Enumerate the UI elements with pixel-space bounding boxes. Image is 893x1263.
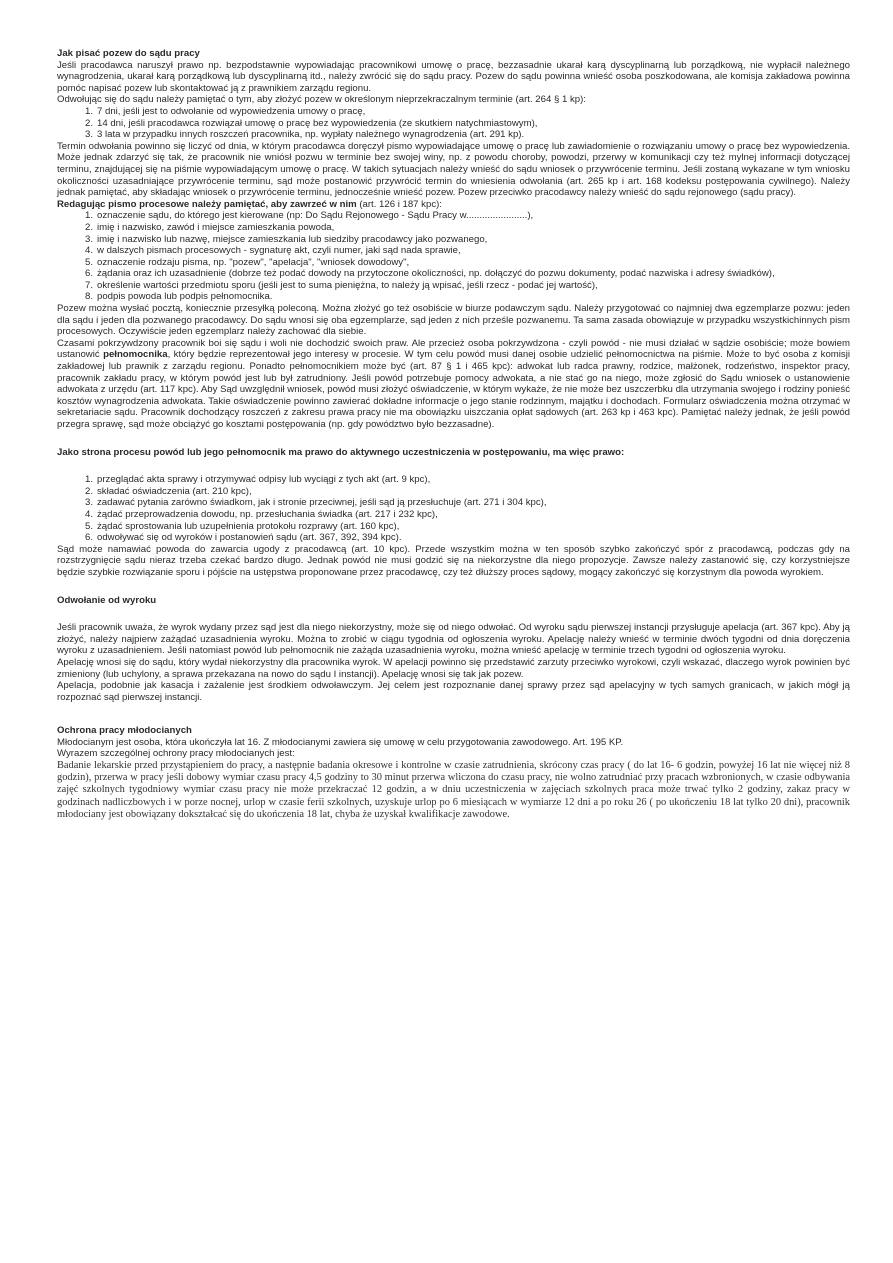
list-number: 4.: [85, 245, 94, 257]
paragraph: [57, 338, 850, 431]
list-text: w dalszych pismach procesowych - sygnaturę akt, czyli numer, jaki sąd nada sprawie,: [97, 245, 461, 257]
list-text: odwoływać się od wyroków i postanowień sądu (art. 367, 392, 394 kpc).: [97, 532, 402, 544]
party-rights-list: [57, 474, 850, 544]
list-text: 14 dni, jeśli pracodawca rozwiązał umowę o pracę bez wypowiedzenia (ze skutkiem natychmiastowym),: [97, 117, 538, 129]
heading-rest-part: (art. 126 i 187 kpc):: [356, 198, 442, 210]
paragraph-serif: Badanie lekarskie przed przystąpieniem do pracy, a następnie badania okresowe i kontrolne w czasie zatrudnienia, skrócony czas pracy ( do lat 16- 6 godzin, powyżej 16 lat nie więcej niż 8 godzin), przerwa w pracy jeśli dobowy wymiar czasu pracy 4,5 godziny to 30 minut przerwa wliczona do czasu pracy, nie wolno zatrudniać przy pracach wzbronionych, w czasie odbywania zajęć szkolnych tygodniowy wymiar czasu pracy nie może przekraczać 12 godzin, a w dniu uczestniczenia w zajęciach szkolnych praca może trwać tylko 2 godziny, zakaz pracy w godzinach nadliczbowych i w porze nocnej, urlop w czasie ferii szkolnych, uzyskuje urlop po 6 miesiącach w wymiarze 12 dni a po roku 26 ( po ukończeniu 18 lat tylko 20 dni), pracownik młodociany jest obowiązany dokształcać się do ukończenia 18 lat, chyba że uzyskał kwalifikacje zawodowe.: [57, 760, 850, 820]
list-text: żądać sprostowania lub uzupełnienia protokołu rozprawy (art. 160 kpc),: [97, 520, 400, 532]
list-text: 7 dni, jeśli jest to odwołanie od wypowiedzenia umowy o pracę,: [97, 105, 366, 117]
list-number: 3.: [85, 233, 94, 245]
list-item: [57, 521, 850, 533]
list-text: oznaczenie sądu, do którego jest kierowane (np: Do Sądu Rejonowego - Sądu Pracy w.......................),: [97, 210, 534, 222]
list-item: [57, 474, 850, 486]
paragraph: Jeśli pracownik uważa, że wyrok wydany przez sąd jest dla niego niekorzystny, może się od niego odwołać. Od wyroku sądu pierwszej instancji przysługuje apelacja (art. 367 kpc). Aby ją złożyć, należy najpierw zażądać uzasadnienia wyroku. Można to zrobić w ciągu tygodnia od ogłoszenia wyroku. Apelację należy wnieść w terminie dwóch tygodni od dnia doręczenia wyroku z uzasadnieniem. Jeśli natomiast powód lub pełnomocnik nie zażąda uzasadnienia wyroku, można wnieść apelację w terminie trzech tygodni od ogłoszenia wyroku.: [57, 622, 850, 657]
list-item: [57, 118, 850, 130]
deadline-list: [57, 106, 850, 141]
paragraph: Apelację wnosi się do sądu, który wydał niekorzystny dla pracownika wyrok. W apelacji powinno się przedstawić zarzuty przeciwko wyrokowi, czyli wskazać, dlaczego wyrok powinien być zmieniony (lub uchylony, a sprawa przekazana na nowo do sądu I instancji). Apelację wnosi się tak jak pozew.: [57, 656, 850, 680]
paragraph: Apelacja, podobnie jak kasacja i zażalenie jest środkiem odwoławczym. Jej celem jest rozpoznanie danej sprawy przez sąd apelacyjny w tych samych granicach, w jakich mógł ją rozpoznać sąd pierwszej instancji.: [57, 680, 850, 703]
paragraph: Pozew można wysłać pocztą, koniecznie przesyłką poleconą. Można złożyć go też osobiście w biurze podawczym sądu. Należy przygotować co najmniej dwa egzemplarze pozwu: jeden dla sądu i jeden dla pozwanego pracodawcy. Do sądu wnosi się oba egzemplarze, sąd jeden z nich prześle pozwanemu. Ta sama zasada obowiązuje w przypadku wszystkichinnych pism procesowych. Oczywiście jeden egzemplarz należy zachować dla siebie.: [57, 303, 850, 338]
bold-term: pełnomocnika: [103, 349, 168, 361]
document-page: [57, 48, 850, 821]
list-text: przeglądać akta sprawy i otrzymywać odpisy lub wyciągi z tych akt (art. 9 kpc),: [97, 474, 431, 486]
list-number: 1.: [85, 105, 94, 117]
section-heading-mlodociani: Ochrona pracy młodocianych: [57, 725, 192, 737]
list-item: [57, 486, 850, 498]
list-text: 3 lata w przypadku innych roszczeń pracownika, np. wypłaty należnego wynagrodzenia (art. 291 kp).: [97, 129, 525, 141]
list-number: 5.: [85, 520, 94, 532]
list-number: 2.: [85, 485, 94, 497]
heading-bold-part: Redagując pismo procesowe należy pamiętać, aby zawrzeć w nim: [57, 198, 357, 210]
paragraph: Młodocianym jest osoba, która ukończyła lat 16. Z młodocianymi zawiera się umowę w celu przygotowania zawodowego. Art. 195 KP.: [57, 736, 624, 748]
list-item: [57, 234, 850, 246]
list-text: imię i nazwisko lub nazwę, miejsce zamieszkania lub siedziby pracodawcy jako pozwanego,: [97, 233, 488, 245]
list-number: 3.: [85, 129, 94, 141]
list-text: zadawać pytania zarówno świadkom, jak i stronie przeciwnej, jeśli sąd ją przesłuchuje (art. 271 i 304 kpc),: [97, 497, 547, 509]
section-heading-odwolanie: Odwołanie od wyroku: [57, 594, 157, 606]
list-text: oznaczenie rodzaju pisma, np. "pozew", "apelacja", "wniosek dowodowy",: [97, 256, 410, 268]
list-text: składać oświadczenia (art. 210 kpc),: [97, 485, 252, 497]
list-text: żądania oraz ich uzasadnienie (dobrze też podać dowody na przytoczone okoliczności, np. dołączyć do pozwu dokumenty, podać nazwiska i adresy świadków),: [97, 268, 775, 280]
list-item: [57, 129, 850, 141]
list-item: [57, 291, 850, 303]
list-item: [57, 509, 850, 521]
text-run: Czasami pokrzywdzony pracownik boi się sądu i woli nie dochodzić swoich praw. Ale przecież osoba pokrzywdzona - czyli powód - nie musi działać w sądzie osobiście; może bowiem ustanowić: [57, 337, 850, 361]
list-number: 6.: [85, 532, 94, 544]
paragraph: Termin odwołania powinno się liczyć od dnia, w którym pracodawca doręczył pismo wypowiadające umowę o pracę lub zawiadomienie o rozwiązaniu umowy o pracę bez wypowiedzenia. Może jednak zdarzyć się tak, że pracownik nie wniósł pozwu w terminie bez swojej winy, np. z powodu choroby, powodzi, przerwy w komunikacji czy też mylnej informacji dotyczącej terminu, znajdującej się na piśmie wypowiadającym umowę o pracę. W takich sytuacjach należy wnieść do sądu wniosek o przywrócenie terminu. Jeśli zostaną wykazane w tym wniosku okoliczności uzasadniające przywrócenie terminu, sąd może postanowić przywrócić termin do wniesienia odwołania (art. 265 kp i art. 168 kodeksu postępowania cywilnego). Należy jednak pamiętać, aby składając wniosek o przywrócenie terminu, jednocześnie wnieść pozew. Pozew przeciwko pracodawcy należy wnieść do sądu rejonowego (sądu pracy).: [57, 140, 850, 199]
list-text: określenie wartości przedmiotu sporu (jeśli jest to suma pieniężna, to należy ją wpisać, jeśli rzecz - podać jej wartość),: [97, 279, 598, 291]
list-number: 3.: [85, 497, 94, 509]
list-text: żądać przeprowadzenia dowodu, np. przesłuchania świadka (art. 217 i 232 kpc),: [97, 508, 438, 520]
list-number: 1.: [85, 210, 94, 222]
list-text: podpis powoda lub podpis pełnomocnika.: [97, 291, 273, 303]
list-number: 2.: [85, 117, 94, 129]
list-item: [57, 106, 850, 118]
list-number: 6.: [85, 268, 94, 280]
list-number: 8.: [85, 291, 94, 303]
pleading-elements-list: [57, 210, 850, 303]
paragraph: Sąd może namawiać powoda do zawarcia ugody z pracodawcą (art. 10 kpc). Przede wszystkim można w ten sposób szybko zakończyć spór z pracodawcą, podczas gdy na rozstrzygnięcie sądu nieraz trzeba czekać bardzo długo. Jednak powód nie musi godzić się na niekorzystne dla niego propozycje. Zawsze należy zastanowić się, czy korzystniejsze będzie szybkie rozwiązanie sporu i pójście na ustępstwa proponowane przez pracodawcę, czy też dłuższy proces sądowy, mogący zakończyć się korzystnym dla powoda wyrokiem.: [57, 543, 850, 578]
section-heading-pozew: Jak pisać pozew do sądu pracy: [57, 48, 200, 59]
text-run: , który będzie reprezentował jego interesy w procesie. W tym celu powód musi danej osobie udzielić pełnomocnictwa na piśmie. Może to być osoba z komisji zakładowej lub prawnik z zarządu regionu. Ponadto pełnomocnikiem może być (art. 87 § 1 i 465 kpc): adwokat lub radca prawny, rodzice, małżonek, rodzeństwo, inspektor pracy, pracownik zakładu pracy, w którym powód jest lub był zatrudniony. Jeśli powód potrzebuje pomocy adwokata, a nie stać go na niego, może zgłosić do Sądu wniosek o ustanowienie adwokata z urzędu (art. 117 kpc). Aby Sąd uwzględnił wniosek, powód musi złożyć oświadczenie, w którym wykaże, że nie może bez uszczerbku dla utrzymania swojego i rodziny ponieść kosztów wynagrodzenia adwokata. Takie oświadczenie powinno zawierać dokładne informacje o jego stanie rodzinnym, majątku i dochodach. Formularz oświadczenia można otrzymać w sekretariacie sądu. Pracownik dochodzący roszczeń z zakresu prawa pracy nie ma obowiązku uiszczania opłat sądowych (art. 263 kp i 463 kpc). Pamiętać należy jednak, że jeśli powód przegra sprawę, sąd może obciążyć go kosztami postępowania (np. gdy powództwo było bezzasadne).: [57, 349, 850, 430]
list-text: imię i nazwisko, zawód i miejsce zamieszkania powoda,: [97, 221, 335, 233]
paragraph: Odwołując się do sądu należy pamiętać o tym, aby złożyć pozew w określonym nieprzekraczalnym terminie (art. 264 § 1 kp):: [57, 94, 586, 106]
list-item: [57, 210, 850, 222]
paragraph: Wyrazem szczególnej ochrony pracy młodocianych jest:: [57, 748, 295, 760]
list-number: 2.: [85, 221, 94, 233]
list-number: 7.: [85, 279, 94, 291]
section-heading-pismo: [57, 199, 850, 211]
list-item: [57, 280, 850, 292]
list-item: [57, 245, 850, 257]
list-item: [57, 257, 850, 269]
list-item: [57, 268, 850, 280]
list-item: [57, 222, 850, 234]
list-item: [57, 497, 850, 509]
list-item: [57, 532, 850, 544]
list-number: 5.: [85, 256, 94, 268]
paragraph: Jeśli pracodawca naruszył prawo np. bezpodstawnie wypowiadając pracownikowi umowę o pracę, bezzasadnie ukarał karą dyscyplinarną lub porządkową, nie wypłacił należnego wynagrodzenia, ukarał karą porządkową lub dyscyplinarną itd., należy zwrócić się do sądu pracy. Pozew do sądu powinna wnieść osoba poszkodowana, ale komisja zakładowa powinna pomóc napisać pozew lub skontaktować ją z prawnikiem zarządu regionu.: [57, 59, 850, 94]
list-number: 4.: [85, 508, 94, 520]
list-number: 1.: [85, 474, 94, 486]
section-heading-prawa-strony: Jako strona procesu powód lub jego pełnomocnik ma prawo do aktywnego uczestniczenia w postępowaniu, ma więc prawo:: [57, 446, 625, 458]
